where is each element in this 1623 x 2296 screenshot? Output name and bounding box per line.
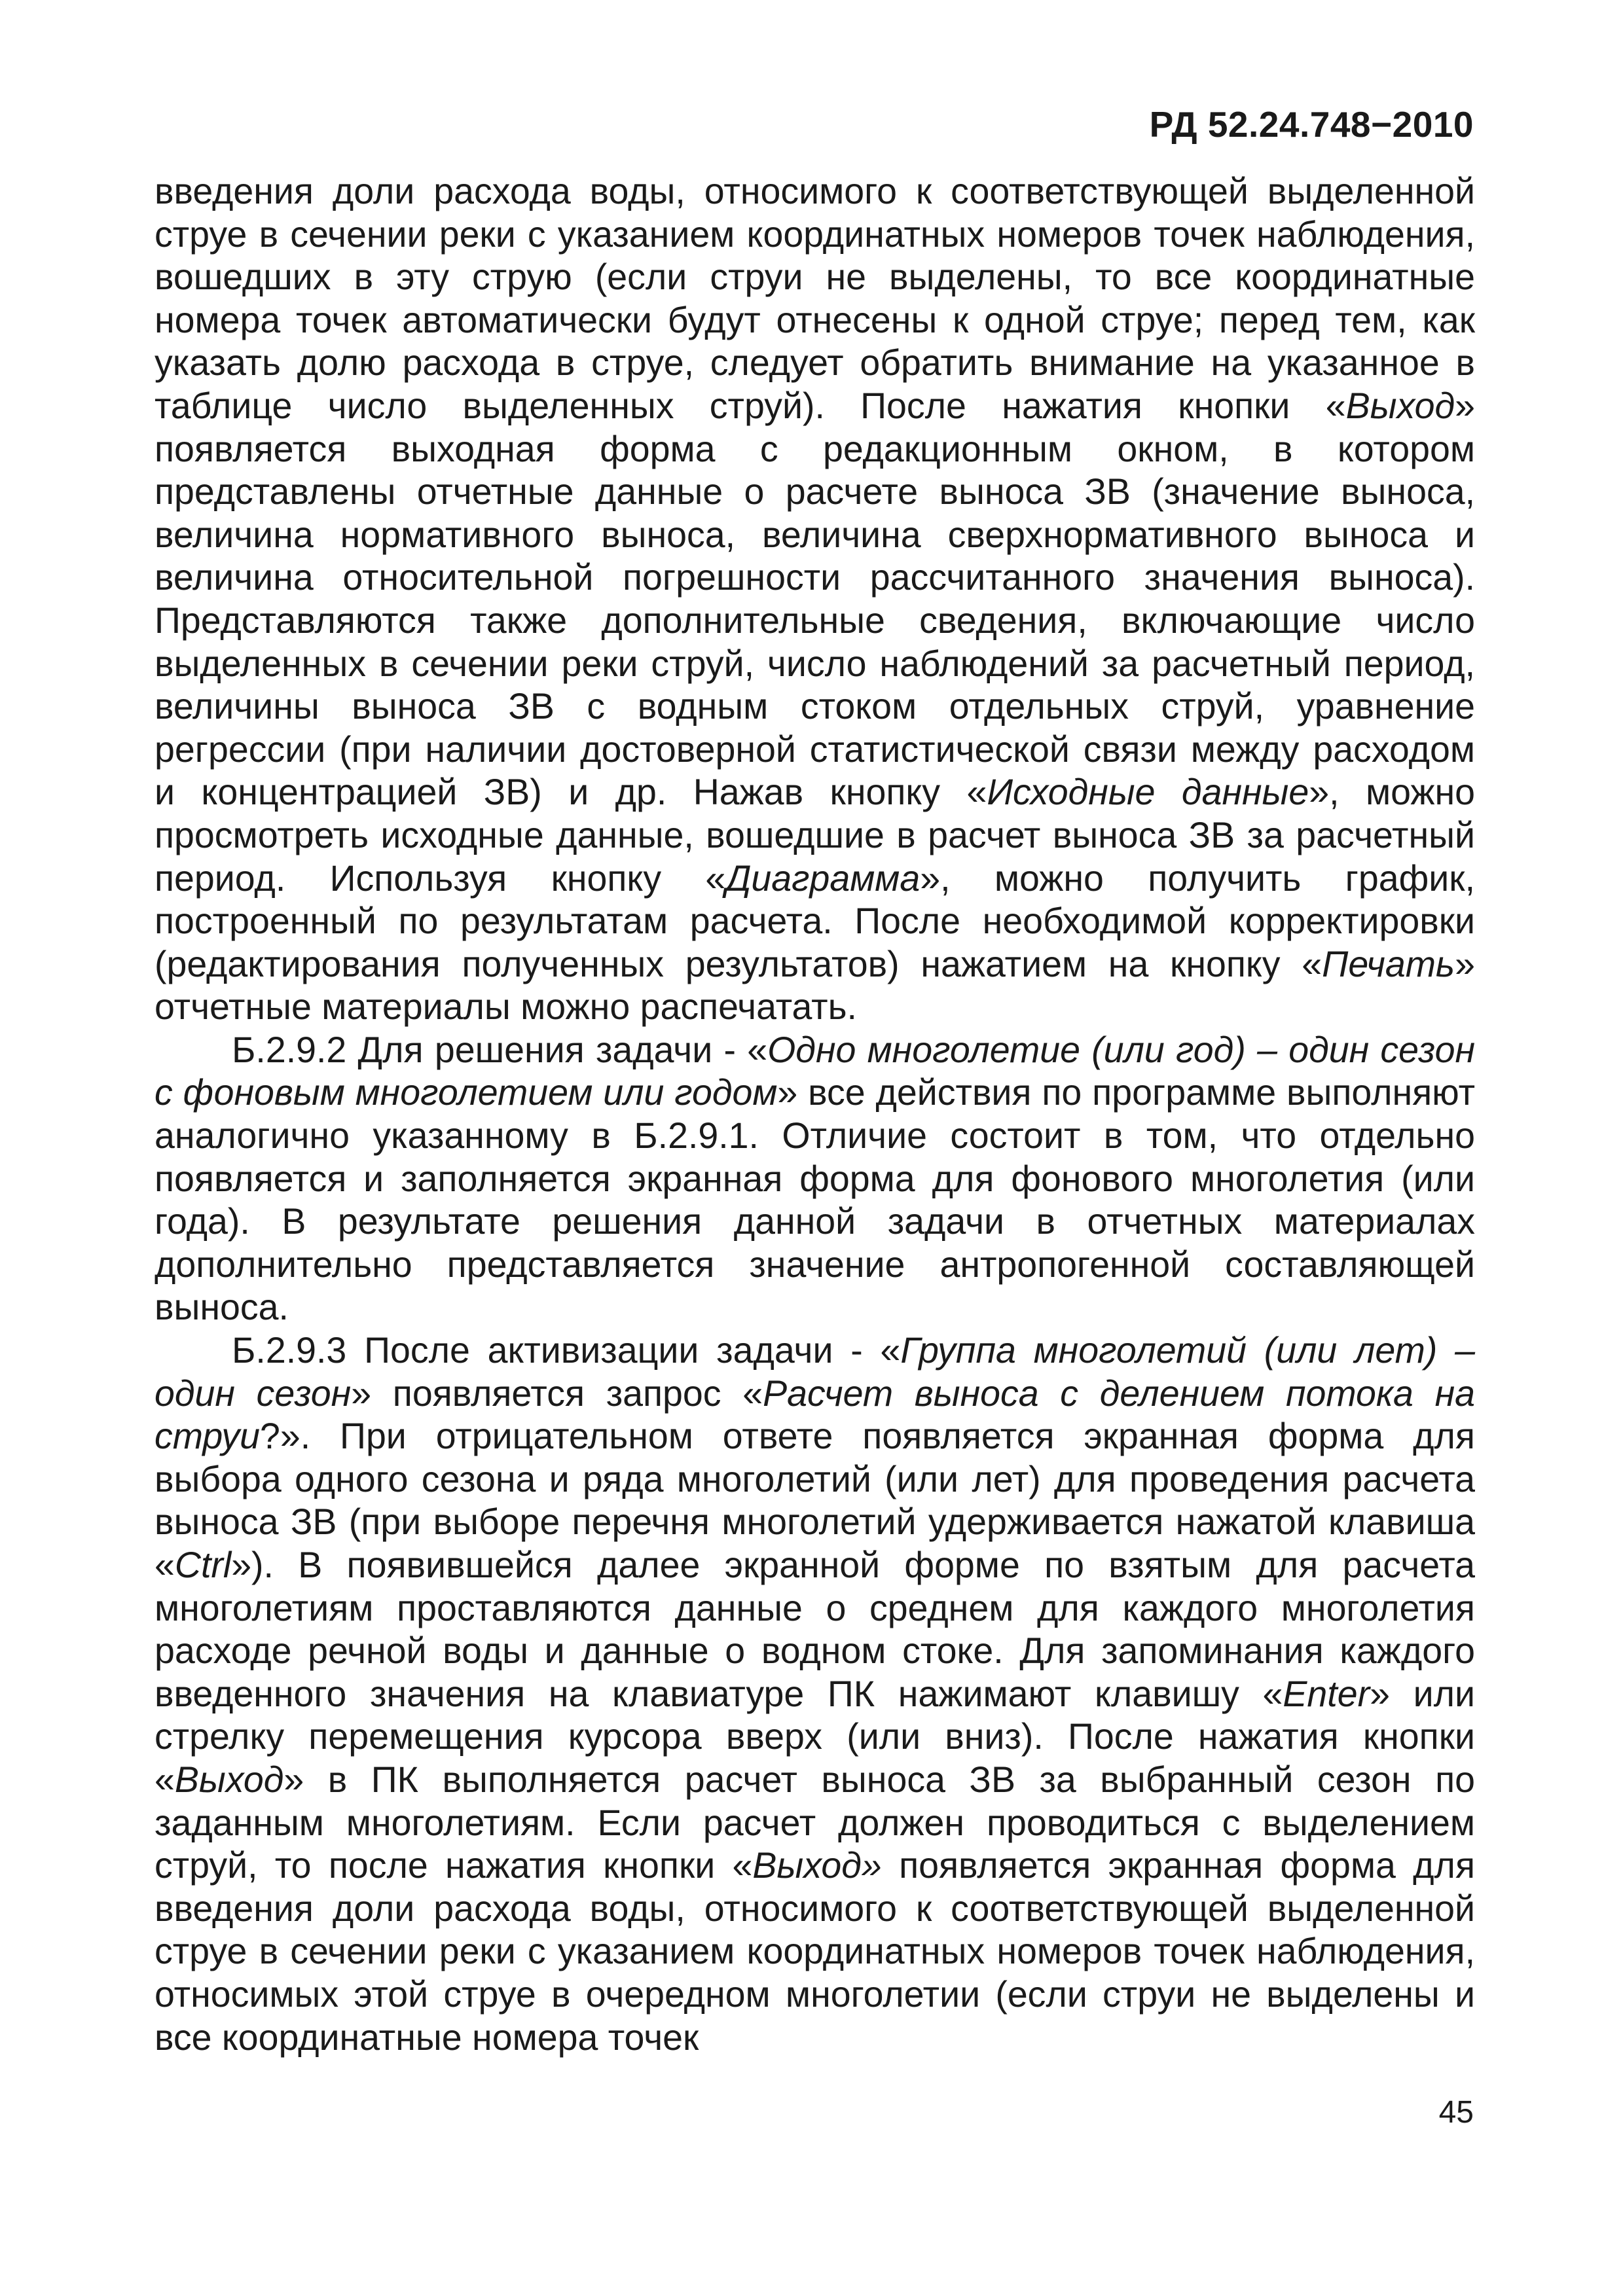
- text-segment: введения доли расхода воды, относимого к соответствующей выделенной струе в сечении реки с указанием координатных номеров точек наблюдения, вошедших в эту струю (если струи не выделены, то все координатные номера точек автоматически будут отнесены к одной струе; перед тем, как указать долю расхода в струе, следует обратить внимание на указанное в таблице число выделенных струй). После нажатия кнопки «: [155, 171, 1475, 426]
- body-text: [155, 170, 1475, 2059]
- text-segment-italic: Одно многолетие (или год) – один сезон с фоновым многолетием или годом: [155, 1029, 1476, 1113]
- text-segment: Б.2.9.3 После активизации задачи - «: [232, 1330, 901, 1371]
- text-segment-italic: Диаграмма: [725, 857, 921, 899]
- text-segment: Б.2.9.2 Для решения задачи - «: [232, 1029, 768, 1070]
- text-segment: » появляется выходная форма с редакционным окном, в котором представлены отчетные данные о расчете выноса ЗВ (значение выноса, величина нормативного выноса, величина сверхнормативного выноса и величина относительной погрешности рассчитанного значения выноса). Представляются также дополнительные сведения, включающие число выделенных в сечении реки струй, число наблюдений за расчетный период, величины выноса ЗВ с водным стоком отдельных струй, уравнение регрессии (при наличии достоверной статистической связи между расходом и концентрацией ЗВ) и др. Нажав кнопку «: [155, 385, 1475, 813]
- text-segment: »). В появившейся далее экранной форме по взятым для расчета многолетиям проставляются данные о среднем для каждого многолетия расходе речной воды и данные о водном стоке. Для запоминания каждого введенного значения на клавиатуре ПК нажимают клавишу «: [155, 1545, 1475, 1714]
- text-segment: » отчетные материалы можно распечатать.: [155, 943, 1475, 1028]
- text-segment: » появляется запрос «: [351, 1372, 763, 1414]
- text-segment: появляется экранная форма для введения доли расхода воды, относимого к соответствующей выделенной струе в сечении реки с указанием координатных номеров точек наблюдения, относимых этой струе в очередном многолетии (если струи не выделены и все координатные номера точек: [155, 1845, 1475, 2058]
- text-segment-italic: Ctrl: [174, 1545, 232, 1585]
- paragraph-b-2-9-2: [155, 1029, 1475, 1329]
- text-segment: ?». При отрицательном ответе появляется экранная форма для выбора одного сезона и ряда многолетий (или лет) для проведения расчета выноса ЗВ (при выборе перечня многолетий удерживается нажатой клавиша «: [155, 1416, 1475, 1585]
- paragraph-b-2-9-3: [155, 1329, 1475, 2059]
- text-segment: » в ПК выполняется расчет выноса ЗВ за выбранный сезон по заданным многолетиям. Если расчет должен проводиться с выделением струй, то после нажатия кнопки «: [155, 1759, 1475, 1886]
- text-segment-italic: Исходные данные: [987, 772, 1309, 813]
- text-segment-italic: Выход: [1345, 385, 1455, 426]
- text-segment-italic: Печать: [1322, 943, 1455, 984]
- text-segment: » все действия по программе выполняют аналогично указанному в Б.2.9.1. Отличие состоит в том, что отдельно появляется и заполняется экранная форма для фонового многолетия (или года). В результате решения данной задачи в отчетных материалах дополнительно представляется значение антропогенной составляющей выноса.: [155, 1072, 1475, 1328]
- page-number: 45: [1438, 2095, 1474, 2130]
- text-segment-italic: Расчет выноса с делением потока на струи: [155, 1372, 1475, 1457]
- text-segment-italic: Выход»: [752, 1845, 882, 1886]
- text-segment: », можно получить график, построенный по результатам расчета. После необходимой корректировки (редактирования полученных результатов) нажатием на кнопку «: [155, 857, 1476, 984]
- text-segment: », можно просмотреть исходные данные, вошедшие в расчет выноса ЗВ за расчетный период. Используя кнопку «: [155, 772, 1475, 899]
- text-segment-italic: Выход: [174, 1759, 284, 1800]
- document-code: РД 52.24.748−2010: [1149, 104, 1474, 145]
- text-segment-italic: Группа многолетий (или лет) – один сезон: [155, 1330, 1475, 1414]
- text-segment: » или стрелку перемещения курсора вверх (или вниз). После нажатия кнопки «: [155, 1673, 1475, 1800]
- paragraph-b-2-9-1-continuation: [155, 170, 1475, 1029]
- text-segment-italic: Enter: [1283, 1673, 1370, 1714]
